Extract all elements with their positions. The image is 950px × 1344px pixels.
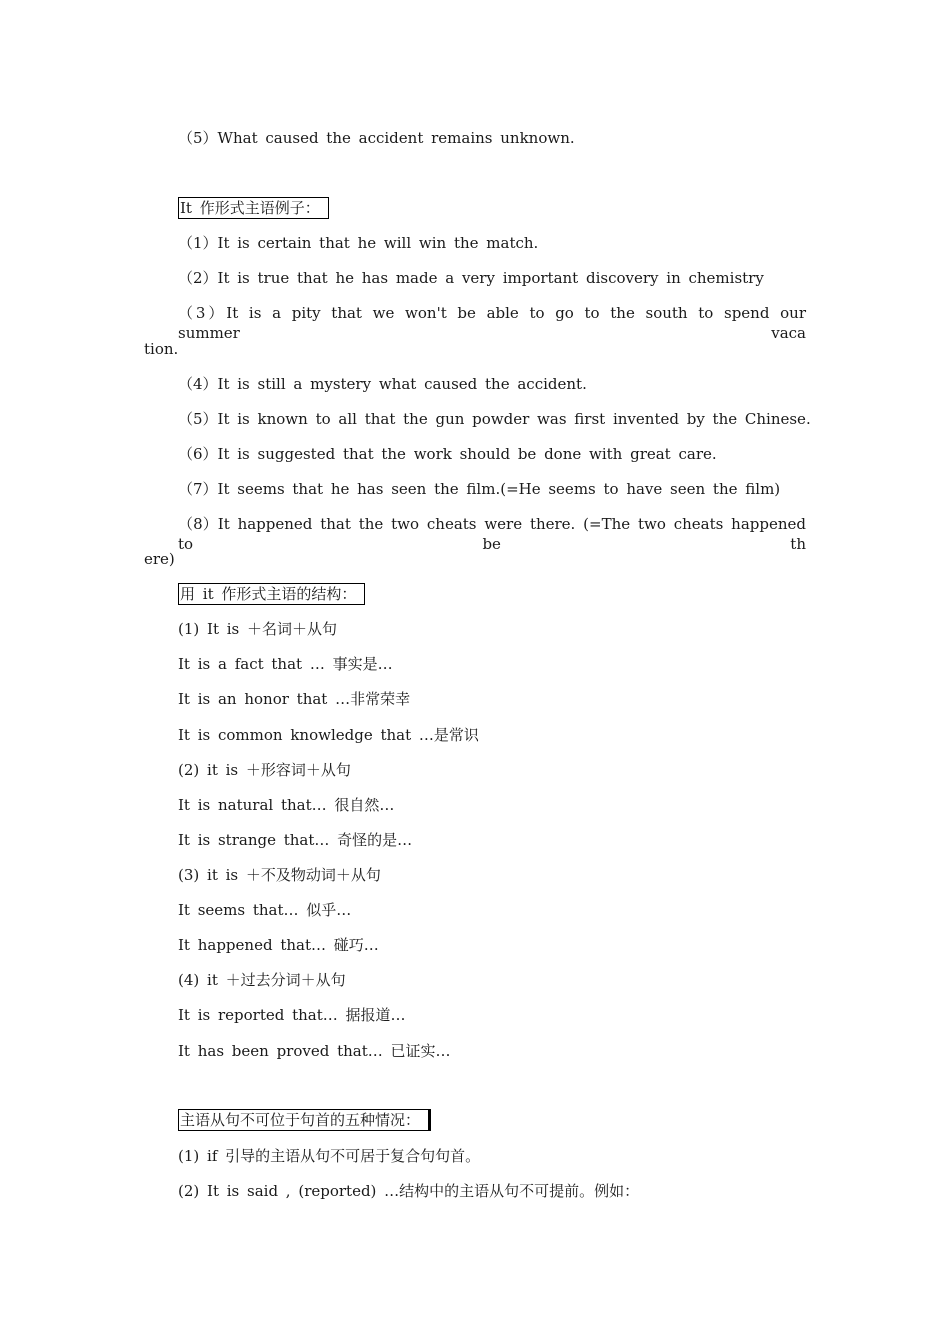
example-line: （3）It is a pity that we won't be able to go to the south to spend our summer vaca [178, 304, 806, 342]
example-line: （2）It is true that he has made a very important discovery in chemistry [178, 269, 764, 287]
example-line: （4）It is still a mystery what caused the accident. [178, 375, 587, 393]
structure-line: It is common knowledge that …是常识 [178, 726, 479, 744]
structure-line: (3) it is ＋不及物动词＋从句 [178, 866, 381, 884]
structure-line: It is natural that… 很自然… [178, 796, 395, 814]
section-heading-box: It 作形式主语例子： [178, 197, 329, 219]
example-line: （8）It happened that the two cheats were there. (=The two cheats happened to be th [178, 515, 806, 553]
structure-line: It seems that… 似乎… [178, 901, 352, 919]
rule-line: (2) It is said , (reported) …结构中的主语从句不可提前。例如： [178, 1182, 640, 1200]
section-heading [178, 584, 365, 604]
example-line: （5）It is known to all that the gun powder was first invented by the Chinese. [178, 410, 811, 428]
section-heading [178, 198, 329, 218]
section-heading-box: 用 it 作形式主语的结构： [178, 583, 365, 605]
structure-line: (2) it is ＋形容词＋从句 [178, 761, 351, 779]
structure-line: It is an honor that …非常荣幸 [178, 690, 411, 708]
example-line: （1）It is certain that he will win the match. [178, 234, 539, 252]
example-line-continuation: ere) [144, 550, 175, 568]
structure-line: It is a fact that … 事实是… [178, 655, 393, 673]
section-heading-box: 主语从句不可位于句首的五种情况： [178, 1109, 431, 1131]
structure-line: (1) It is ＋名词＋从句 [178, 620, 338, 638]
structure-line: It happened that… 碰巧… [178, 936, 379, 954]
example-line: （5）What caused the accident remains unknown. [178, 129, 575, 147]
structure-line: It has been proved that… 已证实… [178, 1042, 451, 1060]
rule-line: (1) if 引导的主语从句不可居于复合句句首。 [178, 1147, 481, 1165]
example-line-continuation: tion. [144, 340, 179, 358]
structure-line: It is reported that… 据报道… [178, 1006, 406, 1024]
structure-line: It is strange that… 奇怪的是… [178, 831, 413, 849]
section-heading [178, 1110, 431, 1130]
example-line: （7）It seems that he has seen the film.(=He seems to have seen the film) [178, 480, 781, 498]
example-line: （6）It is suggested that the work should be done with great care. [178, 445, 717, 463]
structure-line: (4) it ＋过去分词＋从句 [178, 971, 346, 989]
